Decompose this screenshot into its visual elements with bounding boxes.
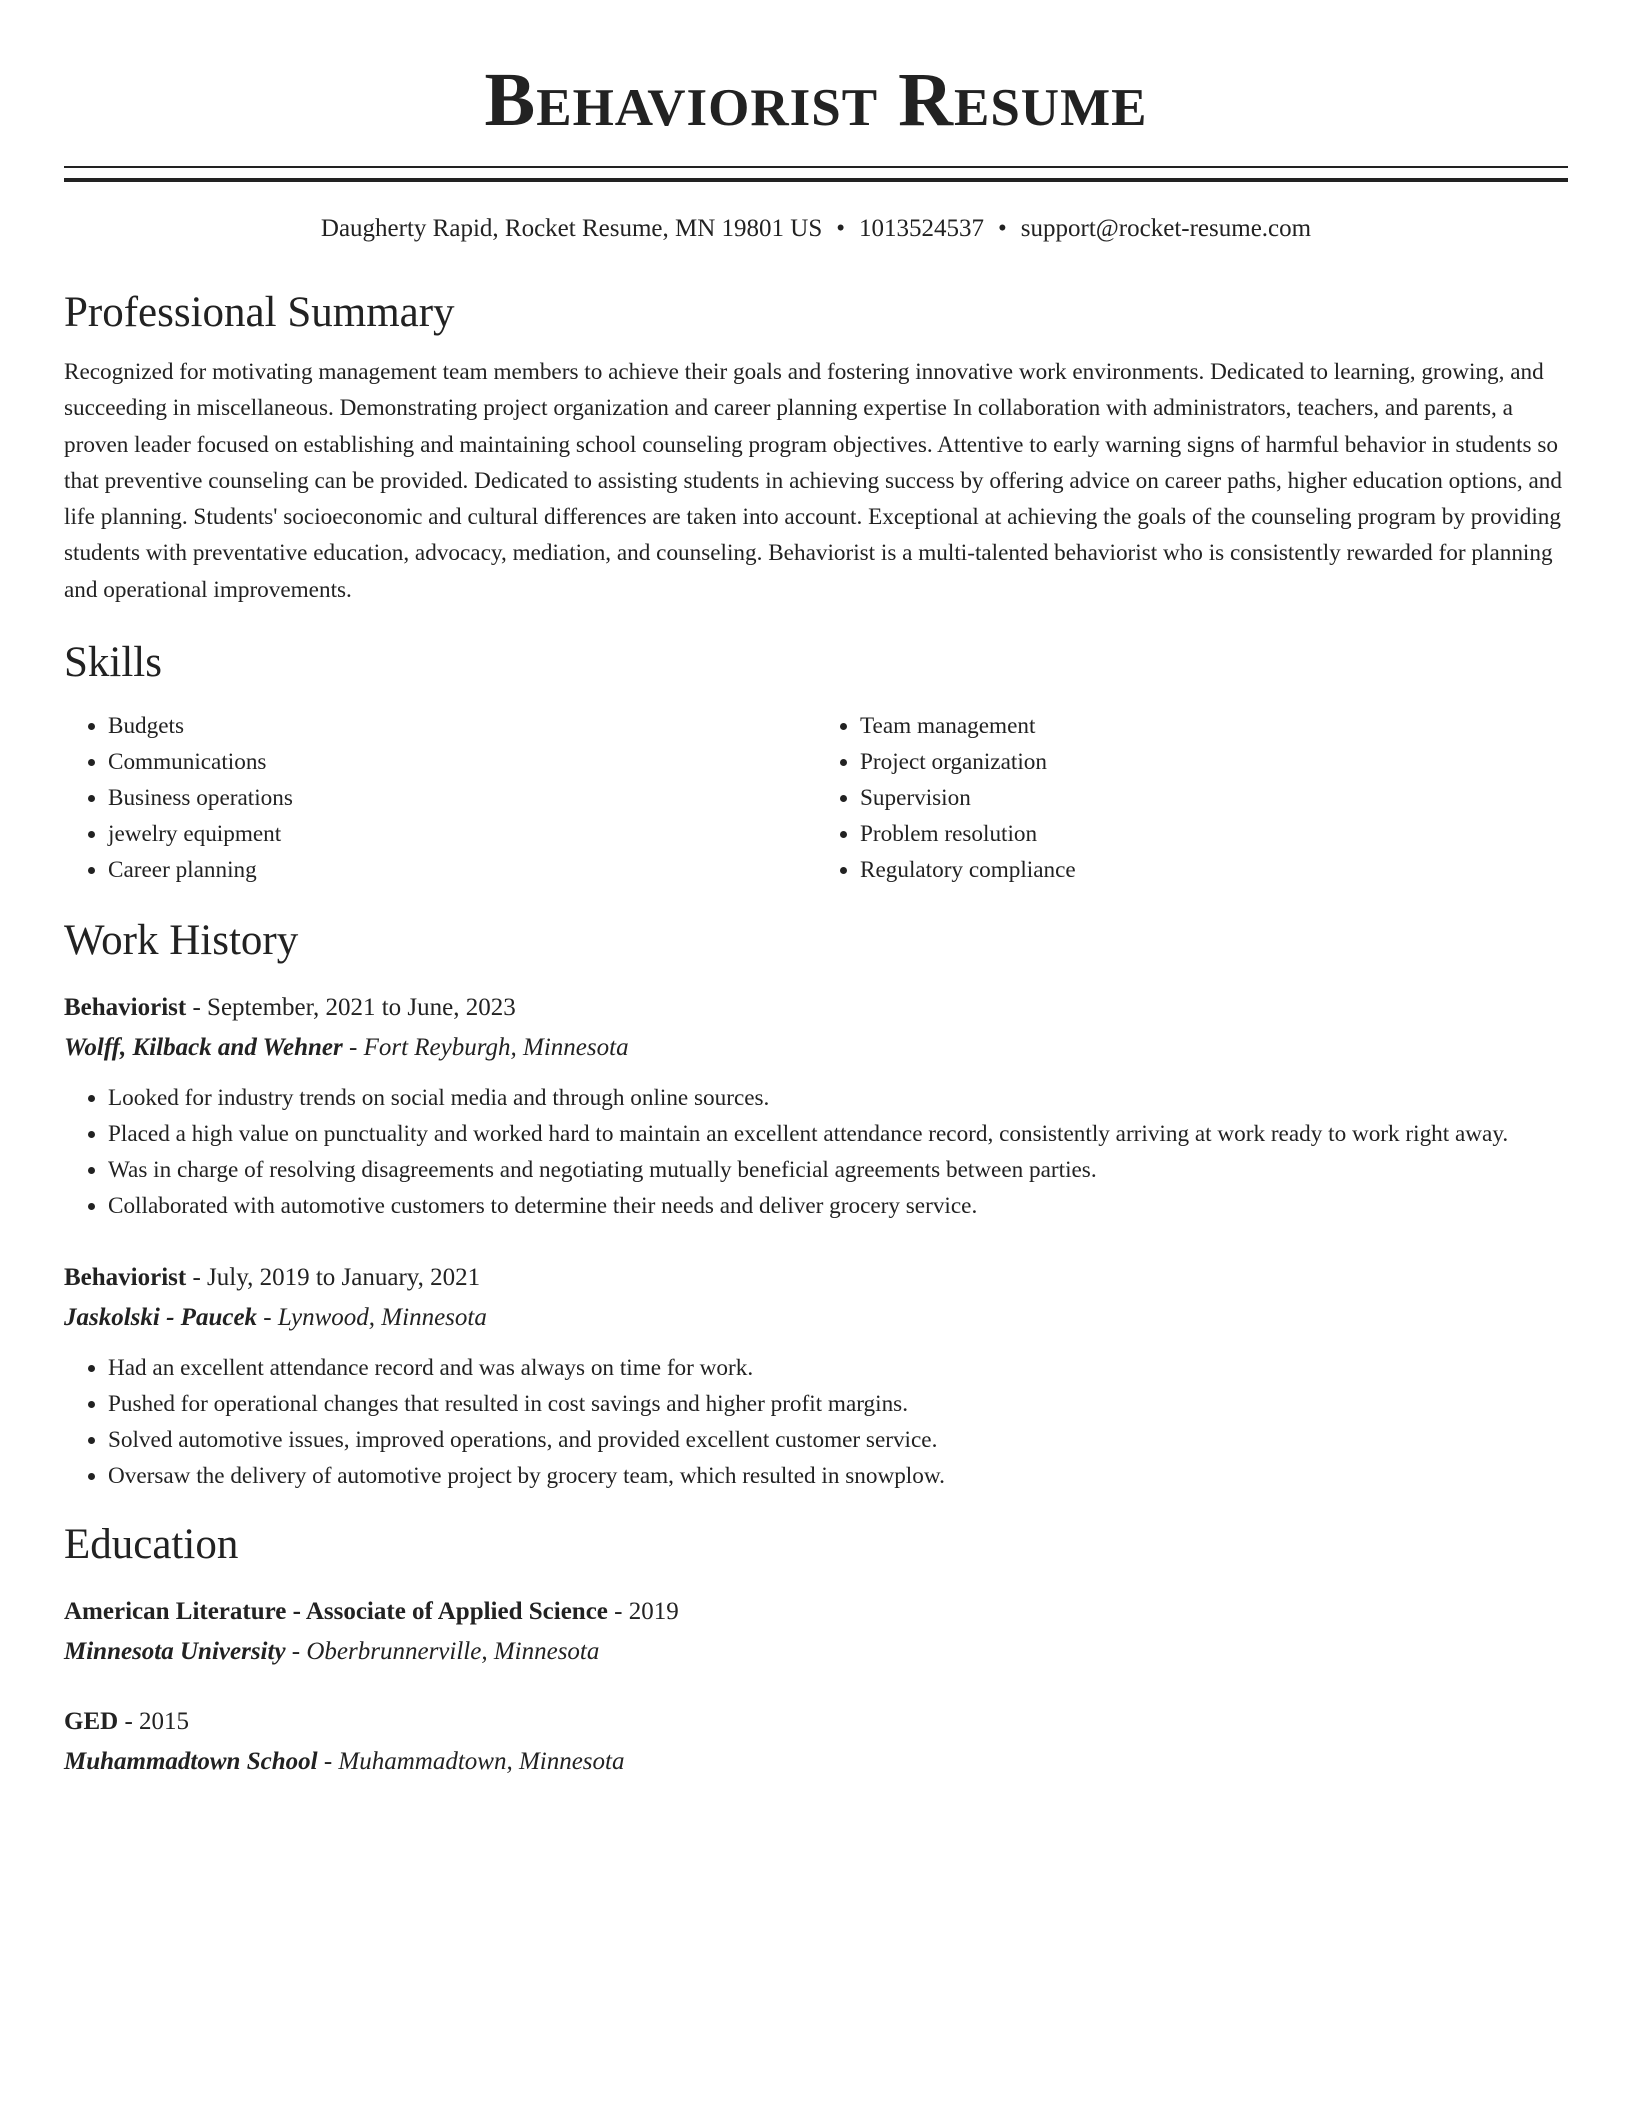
education-entry [64, 1592, 1568, 1672]
job-duties-list [64, 1350, 1568, 1494]
contact-phone: 1013524537 [859, 215, 985, 242]
education-school: Minnesota University [64, 1638, 286, 1666]
duty-item: • Collaborated with automotive customers to determine their needs and deliver grocery service. [108, 1188, 1568, 1224]
summary-heading: Professional Summary [64, 289, 455, 336]
dash: - [186, 994, 208, 1022]
job-location: Lynwood, Minnesota [277, 1304, 487, 1332]
skill-item: • Regulatory compliance [860, 852, 1568, 888]
education-entry [64, 1702, 1568, 1782]
education-school-line [64, 1632, 1568, 1672]
contact-email: support@rocket-resume.com [1020, 215, 1312, 242]
dash: - [317, 1748, 339, 1776]
skills-list-right [816, 708, 1568, 888]
education-degree: American Literature - Associate of Applied Science [64, 1598, 608, 1626]
duty-item: • Pushed for operational changes that resulted in cost savings and higher profit margins. [108, 1386, 1568, 1422]
job-title: Behaviorist [64, 994, 187, 1022]
job-company-line [64, 1028, 1568, 1068]
contact-separator: • [998, 215, 1007, 242]
skills-heading: Skills [64, 639, 162, 687]
dash: - [342, 1034, 364, 1062]
education-degree-line [64, 1702, 1568, 1742]
contact-separator: • [836, 215, 846, 242]
education-location: Muhammadtown, Minnesota [338, 1748, 625, 1776]
work-history-heading: Work History [64, 917, 299, 965]
education-degree: GED [64, 1708, 119, 1736]
dash: - [607, 1598, 629, 1626]
job-entry [64, 1258, 1568, 1494]
duty-item: • Had an excellent attendance record and was always on time for work. [108, 1350, 1568, 1386]
dash: - [285, 1638, 307, 1666]
job-company: Jaskolski - Paucek [64, 1304, 258, 1332]
education-year: 2019 [628, 1598, 679, 1626]
skill-item: • Business operations [108, 780, 816, 816]
duty-item: • Looked for industry trends on social media and through online sources. [108, 1080, 1568, 1116]
job-company-line [64, 1298, 1568, 1338]
skill-item: • Budgets [108, 708, 816, 744]
summary-text: Recognized for motivating management team members to achieve their goals and fostering innovative work environments. Dedicated to learning, growing, and succeeding in miscellaneous. Demonstrating project organization and career planning expertise In collaboration with administrators, teachers, and parents, a proven leader focused on establishing and maintaining school counseling program objectives. Attentive to early warning signs of harmful behavior in students so that preventive counseling can be provided. Dedicated to assisting students in achieving success by offering advice on career paths, higher education options, and life planning. Students' socioeconomic and cultural differences are taken into account. Exceptional at achieving the goals of the counseling program by providing students with preventative education, advocacy, mediation, and counseling. Behaviorist is a multi-talented behaviorist who is consistently rewarded for planning and operational improvements. [64, 359, 1562, 603]
job-dates: July, 2019 to January, 2021 [207, 1264, 481, 1292]
job-company: Wolff, Kilback and Wehner [64, 1034, 343, 1062]
header-double-rule [64, 166, 1568, 182]
duty-item: • Oversaw the delivery of automotive project by grocery team, which resulted in snowplow. [108, 1458, 1568, 1494]
contact-address: Daugherty Rapid, Rocket Resume, MN 19801 US [320, 215, 823, 242]
job-entry [64, 988, 1568, 1224]
skill-item: • Career planning [108, 852, 816, 888]
duty-item: • Was in charge of resolving disagreements and negotiating mutually beneficial agreements between parties. [108, 1152, 1568, 1188]
skills-columns [64, 708, 1568, 888]
education-degree-line [64, 1592, 1568, 1632]
dash: - [186, 1264, 208, 1292]
skill-item: • Communications [108, 744, 816, 780]
skill-item: • Project organization [860, 744, 1568, 780]
skill-item: • Team management [860, 708, 1568, 744]
education-location: Oberbrunnerville, Minnesota [306, 1638, 600, 1666]
education-year: 2015 [139, 1708, 190, 1736]
job-title: Behaviorist [64, 1264, 187, 1292]
job-location: Fort Reyburgh, Minnesota [363, 1034, 629, 1062]
dash: - [257, 1304, 278, 1332]
education-school-line [64, 1742, 1568, 1782]
job-duties-list [64, 1080, 1568, 1224]
job-dates: September, 2021 to June, 2023 [207, 994, 516, 1022]
job-role-line [64, 1258, 1568, 1298]
education-school: Muhammadtown School [64, 1748, 318, 1776]
skills-list-left [64, 708, 816, 888]
job-role-line [64, 988, 1568, 1028]
skill-item: • Supervision [860, 780, 1568, 816]
skill-item: • Problem resolution [860, 816, 1568, 852]
dash: - [118, 1708, 140, 1736]
contact-line [64, 212, 1568, 246]
resume-title: Behaviorist Resume [484, 58, 1148, 142]
education-heading: Education [64, 1521, 239, 1569]
skill-item: • jewelry equipment [108, 816, 816, 852]
duty-item: • Placed a high value on punctuality and worked hard to maintain an excellent attendance record, consistently arriving at work ready to work right away. [108, 1116, 1568, 1152]
duty-item: • Solved automotive issues, improved operations, and provided excellent customer service. [108, 1422, 1568, 1458]
